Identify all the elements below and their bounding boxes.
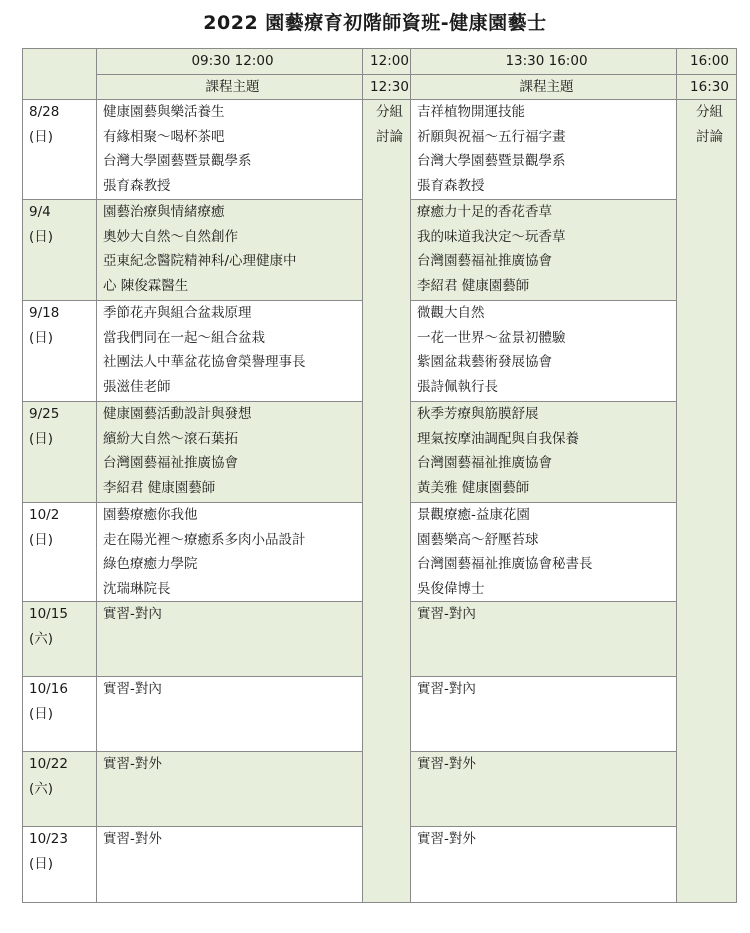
header-lunch-end: 12:30 [363, 74, 411, 100]
session-weekday: (日) [29, 430, 54, 447]
afternoon-session-line: 台灣園藝福祉推廣協會秘書長 [417, 556, 593, 572]
afternoon-session-cell [411, 503, 677, 602]
afternoon-session-cell [411, 752, 677, 827]
session-weekday: (日) [29, 228, 54, 245]
morning-session-line: 亞東紀念醫院精神科/心理健康中 [103, 253, 297, 269]
morning-session-cell [97, 503, 363, 602]
afternoon-session-line: 我的味道我決定～玩香草 [417, 228, 566, 245]
afternoon-session-line: 實習-對內 [417, 606, 476, 622]
header-lunch-start: 12:00 [363, 49, 411, 75]
morning-session-cell [97, 200, 363, 301]
afternoon-session-line: 實習-對外 [417, 831, 476, 847]
page-title: 2022 園藝療育初階師資班-健康園藝士 [203, 12, 547, 34]
date-cell [23, 752, 97, 827]
afternoon-session-cell [411, 677, 677, 752]
group-discussion-cell-midday [363, 100, 411, 903]
session-weekday: (日) [29, 705, 54, 722]
session-weekday: (日) [29, 128, 54, 145]
header-row-2 [23, 74, 737, 100]
group-discussion-label: 討論 [696, 128, 723, 145]
morning-session-cell [97, 402, 363, 503]
afternoon-session-cell [411, 602, 677, 677]
afternoon-session-line: 園藝樂高～舒壓苔球 [417, 531, 539, 548]
morning-session-line: 健康園藝活動設計與發想 [103, 406, 252, 422]
schedule-table [22, 48, 737, 903]
morning-session-line: 台灣園藝福祉推廣協會 [103, 455, 238, 471]
session-date: 10/23 [29, 831, 68, 847]
session-weekday: (日) [29, 531, 54, 548]
session-date: 10/2 [29, 507, 60, 523]
header-end-start: 16:00 [677, 49, 737, 75]
morning-session-cell [97, 677, 363, 752]
afternoon-session-line: 黃美雅 健康園藝師 [417, 479, 530, 496]
date-cell [23, 827, 97, 903]
afternoon-session-line: 景觀療癒-益康花園 [417, 507, 530, 523]
group-discussion-label: 討論 [376, 128, 403, 145]
morning-session-line: 張育森教授 [103, 177, 171, 194]
session-date: 9/18 [29, 305, 60, 321]
afternoon-session-cell [411, 200, 677, 301]
session-date: 10/16 [29, 681, 68, 697]
afternoon-session-line: 張詩佩執行長 [417, 378, 498, 395]
date-cell [23, 602, 97, 677]
group-discussion-label: 分組 [696, 104, 723, 120]
header-end-end: 16:30 [677, 74, 737, 100]
morning-session-line: 沈瑞琳院長 [103, 580, 171, 597]
header-afternoon-time: 13:30 16:00 [411, 49, 677, 75]
morning-session-line: 張滋佳老師 [103, 378, 171, 395]
date-cell [23, 402, 97, 503]
header-morning-time: 09:30 12:00 [97, 49, 363, 75]
session-date: 10/15 [29, 606, 68, 622]
afternoon-session-line: 秋季芳療與筋膜舒展 [417, 406, 539, 422]
afternoon-session-cell [411, 301, 677, 402]
date-cell [23, 301, 97, 402]
session-weekday: (六) [29, 630, 54, 647]
afternoon-session-cell [411, 100, 677, 200]
afternoon-session-line: 實習-對外 [417, 756, 476, 772]
afternoon-session-line: 台灣園藝福祉推廣協會 [417, 455, 552, 471]
date-cell [23, 503, 97, 602]
morning-session-line: 實習-對內 [103, 606, 162, 622]
morning-session-line: 園藝療癒你我他 [103, 507, 198, 523]
afternoon-session-line: 吳俊偉博士 [417, 580, 485, 597]
session-date: 9/25 [29, 406, 60, 422]
morning-session-line: 綠色療癒力學院 [103, 556, 198, 572]
morning-session-line: 實習-對外 [103, 756, 162, 772]
morning-session-line: 繽紛大自然～滾石葉拓 [103, 430, 238, 447]
afternoon-session-line: 理氣按摩油調配與自我保養 [417, 430, 579, 447]
afternoon-session-line: 台灣大學園藝暨景觀學系 [417, 153, 566, 169]
session-weekday: (日) [29, 329, 54, 346]
morning-session-line: 社團法人中華盆花協會榮譽理事長 [103, 354, 306, 370]
afternoon-session-line: 紫園盆栽藝術發展協會 [417, 354, 552, 370]
session-date: 8/28 [29, 104, 60, 120]
morning-session-line: 心 陳俊霖醫生 [103, 277, 189, 294]
afternoon-session-line: 台灣園藝福祉推廣協會 [417, 253, 552, 269]
date-cell [23, 677, 97, 752]
afternoon-session-line: 微觀大自然 [417, 305, 485, 321]
morning-session-line: 園藝治療與情緒療癒 [103, 204, 225, 220]
group-discussion-label: 分組 [376, 104, 403, 120]
afternoon-session-line: 一花一世界～盆景初體驗 [417, 329, 566, 346]
morning-session-cell [97, 301, 363, 402]
morning-session-cell [97, 752, 363, 827]
morning-session-line: 健康園藝與樂活養生 [103, 104, 225, 120]
afternoon-session-line: 祈願與祝福～五行福字畫 [417, 128, 566, 145]
morning-session-line: 奧妙大自然～自然創作 [103, 228, 238, 245]
header-date-cell [23, 49, 97, 100]
morning-session-line: 李紹君 健康園藝師 [103, 479, 216, 496]
afternoon-session-cell [411, 402, 677, 503]
afternoon-session-cell [411, 827, 677, 903]
session-weekday: (日) [29, 855, 54, 872]
afternoon-session-line: 張育森教授 [417, 177, 485, 194]
header-afternoon-topic: 課程主題 [411, 74, 677, 100]
schedule-row [23, 100, 737, 200]
session-weekday: (六) [29, 780, 54, 797]
morning-session-cell [97, 100, 363, 200]
morning-session-cell [97, 827, 363, 903]
header-morning-topic: 課程主題 [97, 74, 363, 100]
morning-session-line: 台灣大學園藝暨景觀學系 [103, 153, 252, 169]
afternoon-session-line: 療癒力十足的香花香草 [417, 204, 552, 220]
date-cell [23, 100, 97, 200]
date-cell [23, 200, 97, 301]
morning-session-line: 實習-對內 [103, 681, 162, 697]
morning-session-line: 實習-對外 [103, 831, 162, 847]
morning-session-line: 當我們同在一起～組合盆栽 [103, 329, 265, 346]
afternoon-session-line: 李紹君 健康園藝師 [417, 277, 530, 294]
afternoon-session-line: 吉祥植物開運技能 [417, 104, 525, 120]
session-date: 9/4 [29, 204, 51, 220]
session-date: 10/22 [29, 756, 68, 772]
morning-session-line: 走在陽光裡～療癒系多肉小品設計 [103, 531, 306, 548]
morning-session-line: 有緣相聚～喝杯茶吧 [103, 128, 225, 145]
header-row [23, 49, 737, 75]
group-discussion-cell-end [677, 100, 737, 903]
morning-session-cell [97, 602, 363, 677]
afternoon-session-line: 實習-對內 [417, 681, 476, 697]
morning-session-line: 季節花卉與組合盆栽原理 [103, 305, 252, 321]
